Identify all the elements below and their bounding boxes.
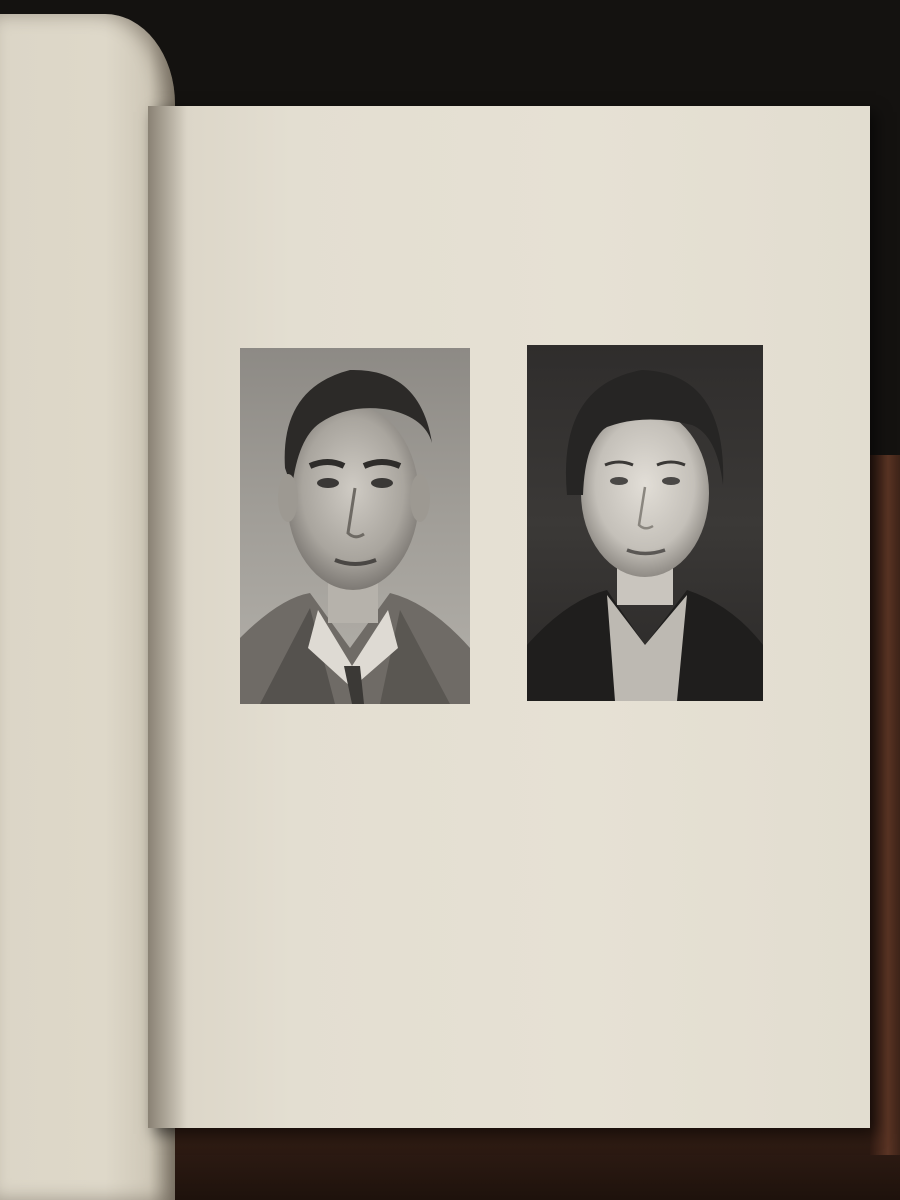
portrait-photo-arthur [240,348,470,704]
page-gutter-shadow [148,106,188,1128]
wooden-edge [870,455,900,1155]
portrait-photo-elizaveta [527,345,763,701]
